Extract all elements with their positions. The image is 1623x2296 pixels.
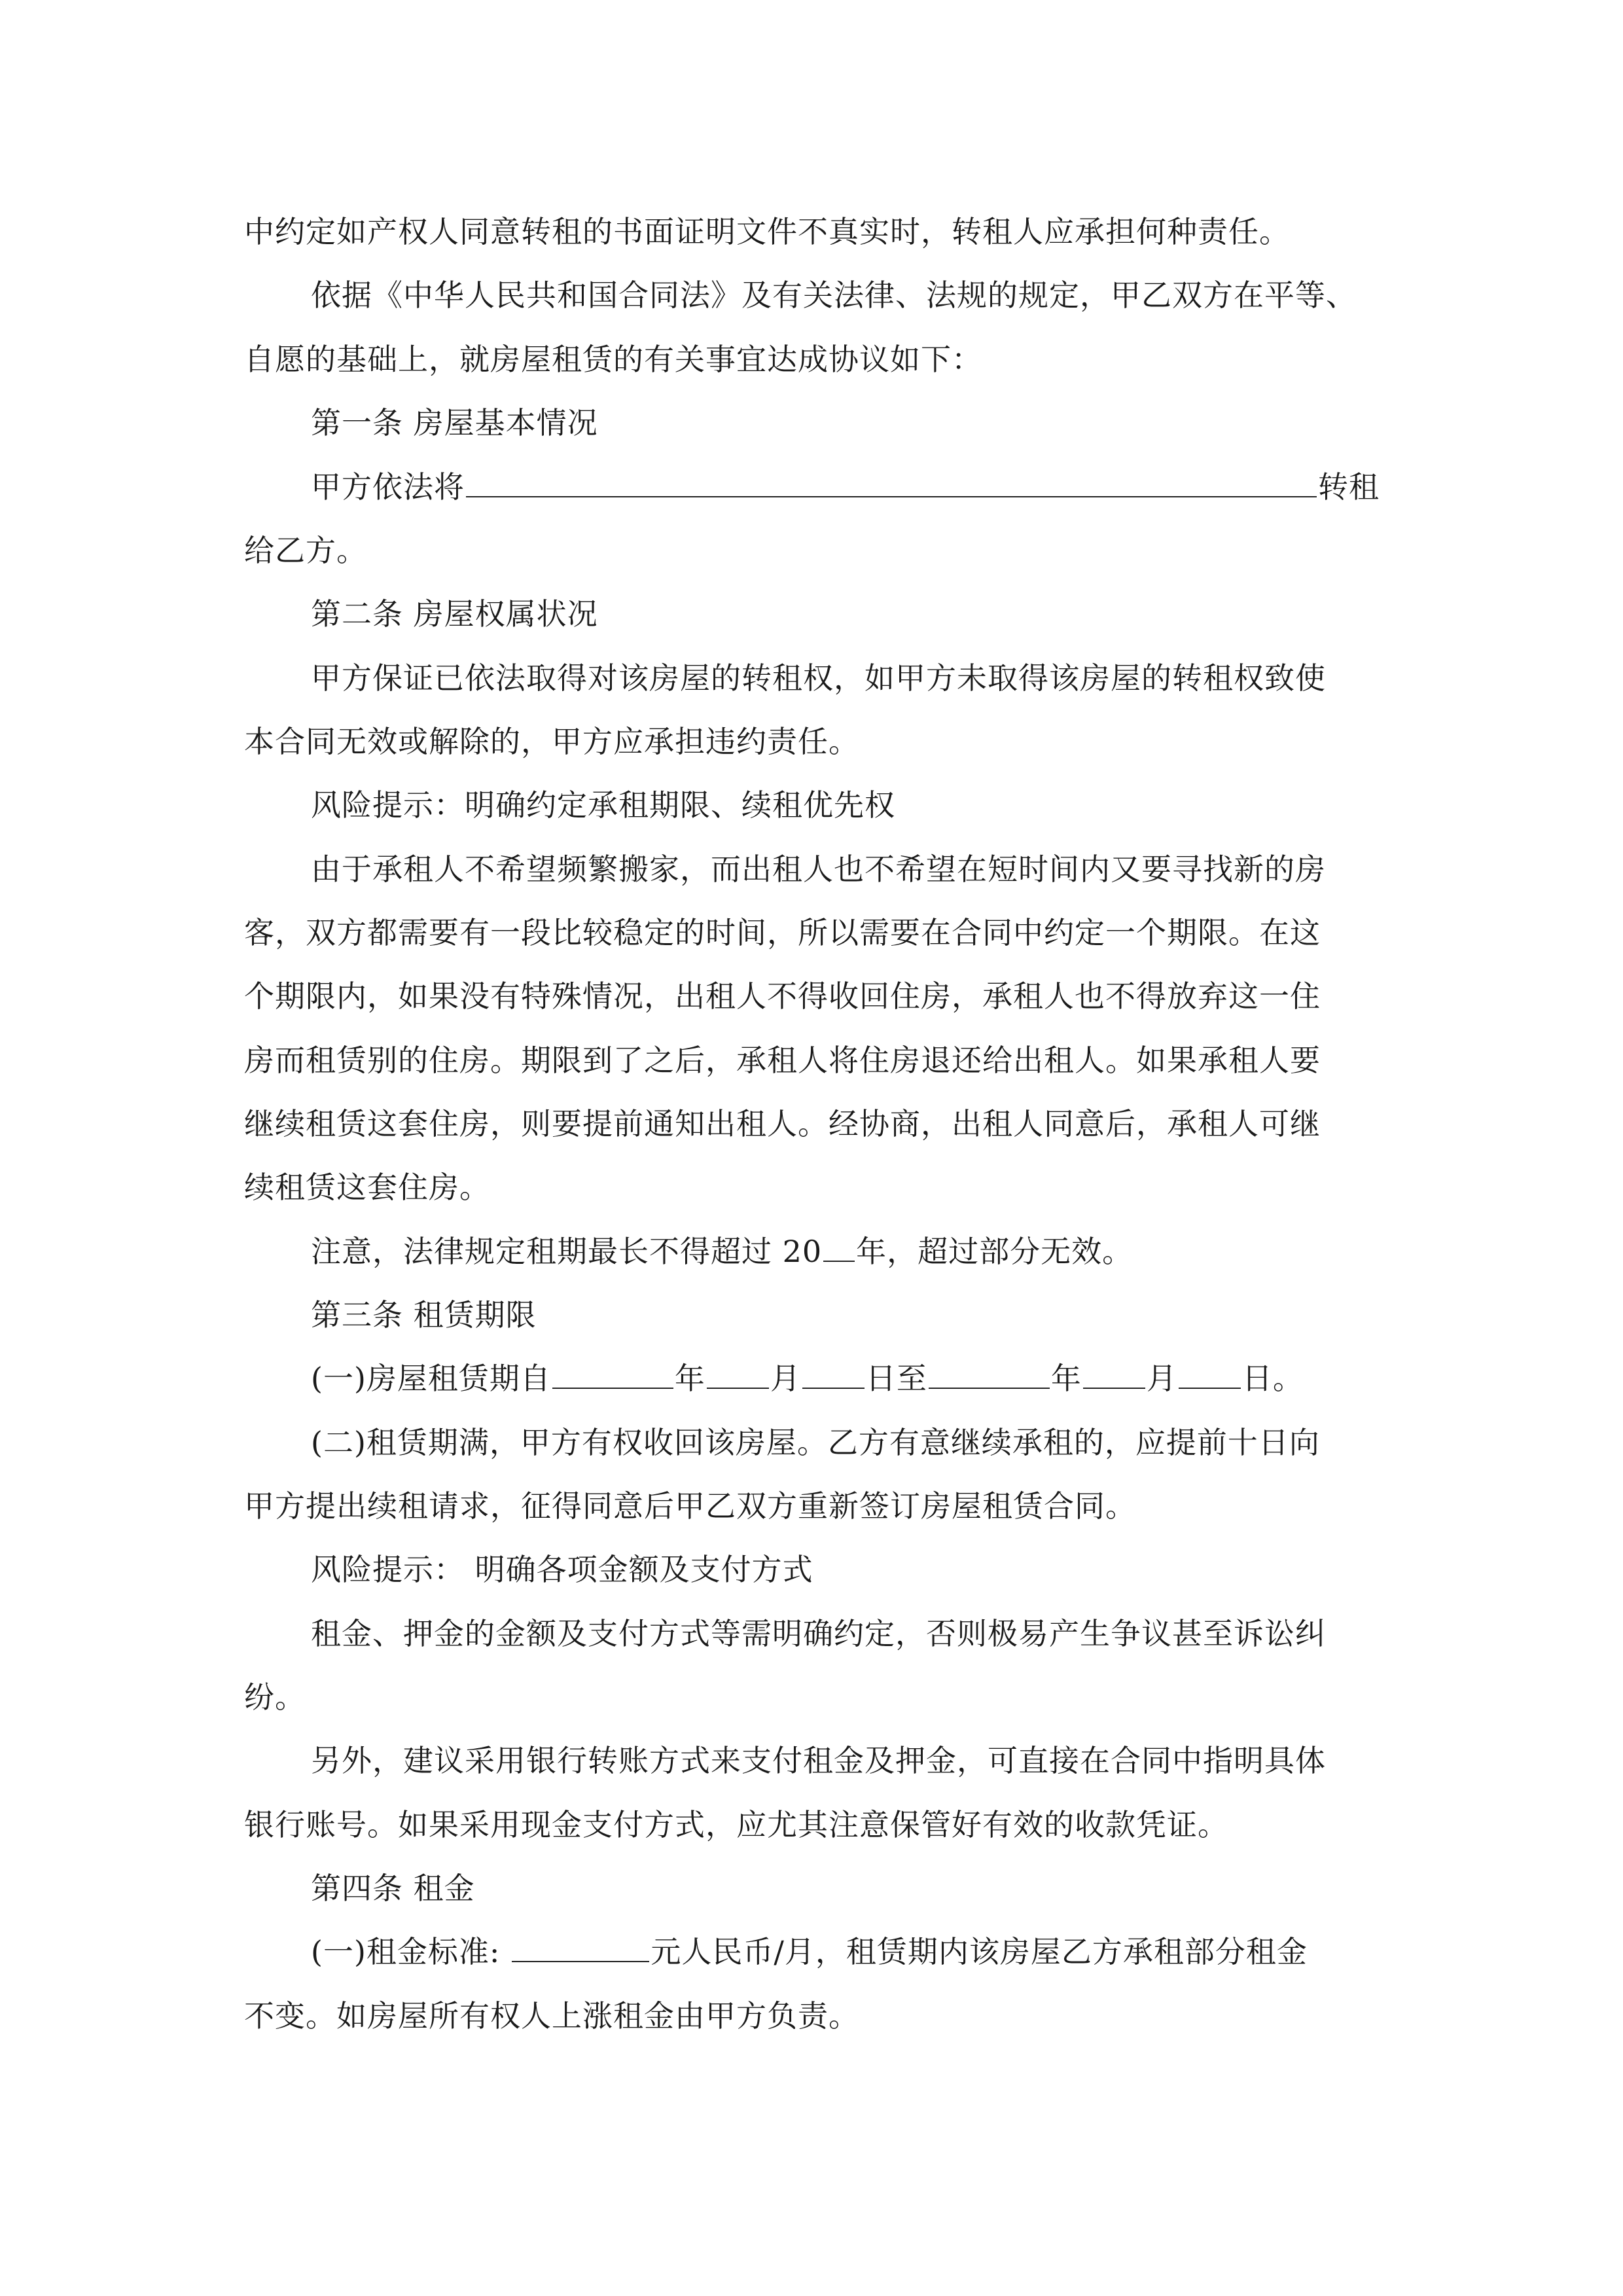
clause-text: 年 [674, 1361, 705, 1396]
paragraph-line: 不变。如房屋所有权人上涨租金由甲方负责。 [244, 1998, 859, 2034]
note-line [311, 1228, 1133, 1271]
article-4-clause-1 [311, 1928, 1308, 1971]
note-text-b: 年，超过部分无效。 [856, 1234, 1133, 1269]
clause-text: 日。 [1241, 1361, 1304, 1396]
clause-text: 月 [770, 1361, 801, 1396]
fill-in-blank [802, 1357, 865, 1389]
article-1-text-a: 甲方依法将 [311, 469, 465, 505]
note-text-a: 注意，法律规定租期最长不得超过 20 [311, 1234, 823, 1269]
paragraph-line: 本合同无效或解除的，甲方应承担违约责任。 [244, 724, 859, 759]
paragraph-line: 甲方保证已依法取得对该房屋的转租权，如甲方未取得该房屋的转租权致使 [311, 660, 1326, 696]
clause-text: (一)租金标准: [311, 1934, 501, 1969]
paragraph-line: 给乙方。 [244, 533, 367, 568]
clause-text: 元人民币/月，租赁期内该房屋乙方承租部分租金 [651, 1934, 1308, 1969]
clause-text: 年 [1050, 1361, 1082, 1396]
paragraph-line: 继续租赁这套住房，则要提前通知出租人。经协商，出租人同意后，承租人可继 [244, 1106, 1321, 1141]
risk-tip-heading: 风险提示： 明确各项金额及支付方式 [311, 1552, 813, 1587]
paragraph-line: 银行账号。如果采用现金支付方式，应尤其注意保管好有效的收款凭证。 [244, 1807, 1228, 1842]
paragraph-line: 由于承租人不希望频繁搬家，而出租人也不希望在短时间内又要寻找新的房 [311, 852, 1326, 887]
fill-in-blank [512, 1931, 649, 1962]
fill-in-blank [1083, 1357, 1145, 1389]
fill-in-blank [823, 1230, 855, 1262]
paragraph-line: 个期限内，如果没有特殊情况，出租人不得收回住房，承租人也不得放弃这一住 [244, 978, 1321, 1014]
article-1-text-b: 转租 [1318, 469, 1380, 505]
paragraph-line: 租金、押金的金额及支付方式等需明确约定，否则极易产生争议甚至诉讼纠 [311, 1616, 1326, 1651]
fill-in-blank [707, 1357, 769, 1389]
paragraph-line: (二)租赁期满，甲方有权收回该房屋。乙方有意继续承租的，应提前十日向 [311, 1425, 1320, 1460]
paragraph-line: 房而租赁别的住房。期限到了之后，承租人将住房退还给出租人。如果承租人要 [244, 1043, 1321, 1078]
paragraph-line: 自愿的基础上，就房屋租赁的有关事宜达成协议如下： [244, 342, 982, 377]
paragraph-line: 甲方提出续租请求，征得同意后甲乙双方重新签订房屋租赁合同。 [244, 1488, 1136, 1524]
article-1-heading: 第一条 房屋基本情况 [311, 405, 598, 440]
fill-in-blank [552, 1357, 673, 1389]
paragraph-line: 依据《中华人民共和国合同法》及有关法律、法规的规定，甲乙双方在平等、 [311, 278, 1357, 313]
article-3-clause-1 [311, 1355, 1304, 1398]
clause-text: 日至 [865, 1361, 927, 1396]
article-3-heading: 第三条 租赁期限 [311, 1297, 537, 1333]
paragraph-line: 中约定如产权人同意转租的书面证明文件不真实时，转租人应承担何种责任。 [244, 214, 1290, 249]
article-2-heading: 第二条 房屋权属状况 [311, 596, 598, 632]
clause-text: (一)房屋租赁期自 [311, 1361, 551, 1396]
risk-tip-heading: 风险提示：明确约定承租期限、续租优先权 [311, 787, 895, 823]
fill-in-blank [929, 1357, 1050, 1389]
article-4-heading: 第四条 租金 [311, 1871, 475, 1906]
paragraph-line: 客，双方都需要有一段比较稳定的时间，所以需要在合同中约定一个期限。在这 [244, 915, 1321, 950]
fill-in-blank [466, 466, 1317, 497]
paragraph-line: 另外，建议采用银行转账方式来支付租金及押金，可直接在合同中指明具体 [311, 1743, 1326, 1778]
clause-text: 月 [1146, 1361, 1177, 1396]
fill-in-blank [1179, 1357, 1241, 1389]
article-1-line [311, 463, 1380, 507]
paragraph-line: 纷。 [244, 1679, 306, 1715]
paragraph-line: 续租赁这套住房。 [244, 1170, 490, 1205]
